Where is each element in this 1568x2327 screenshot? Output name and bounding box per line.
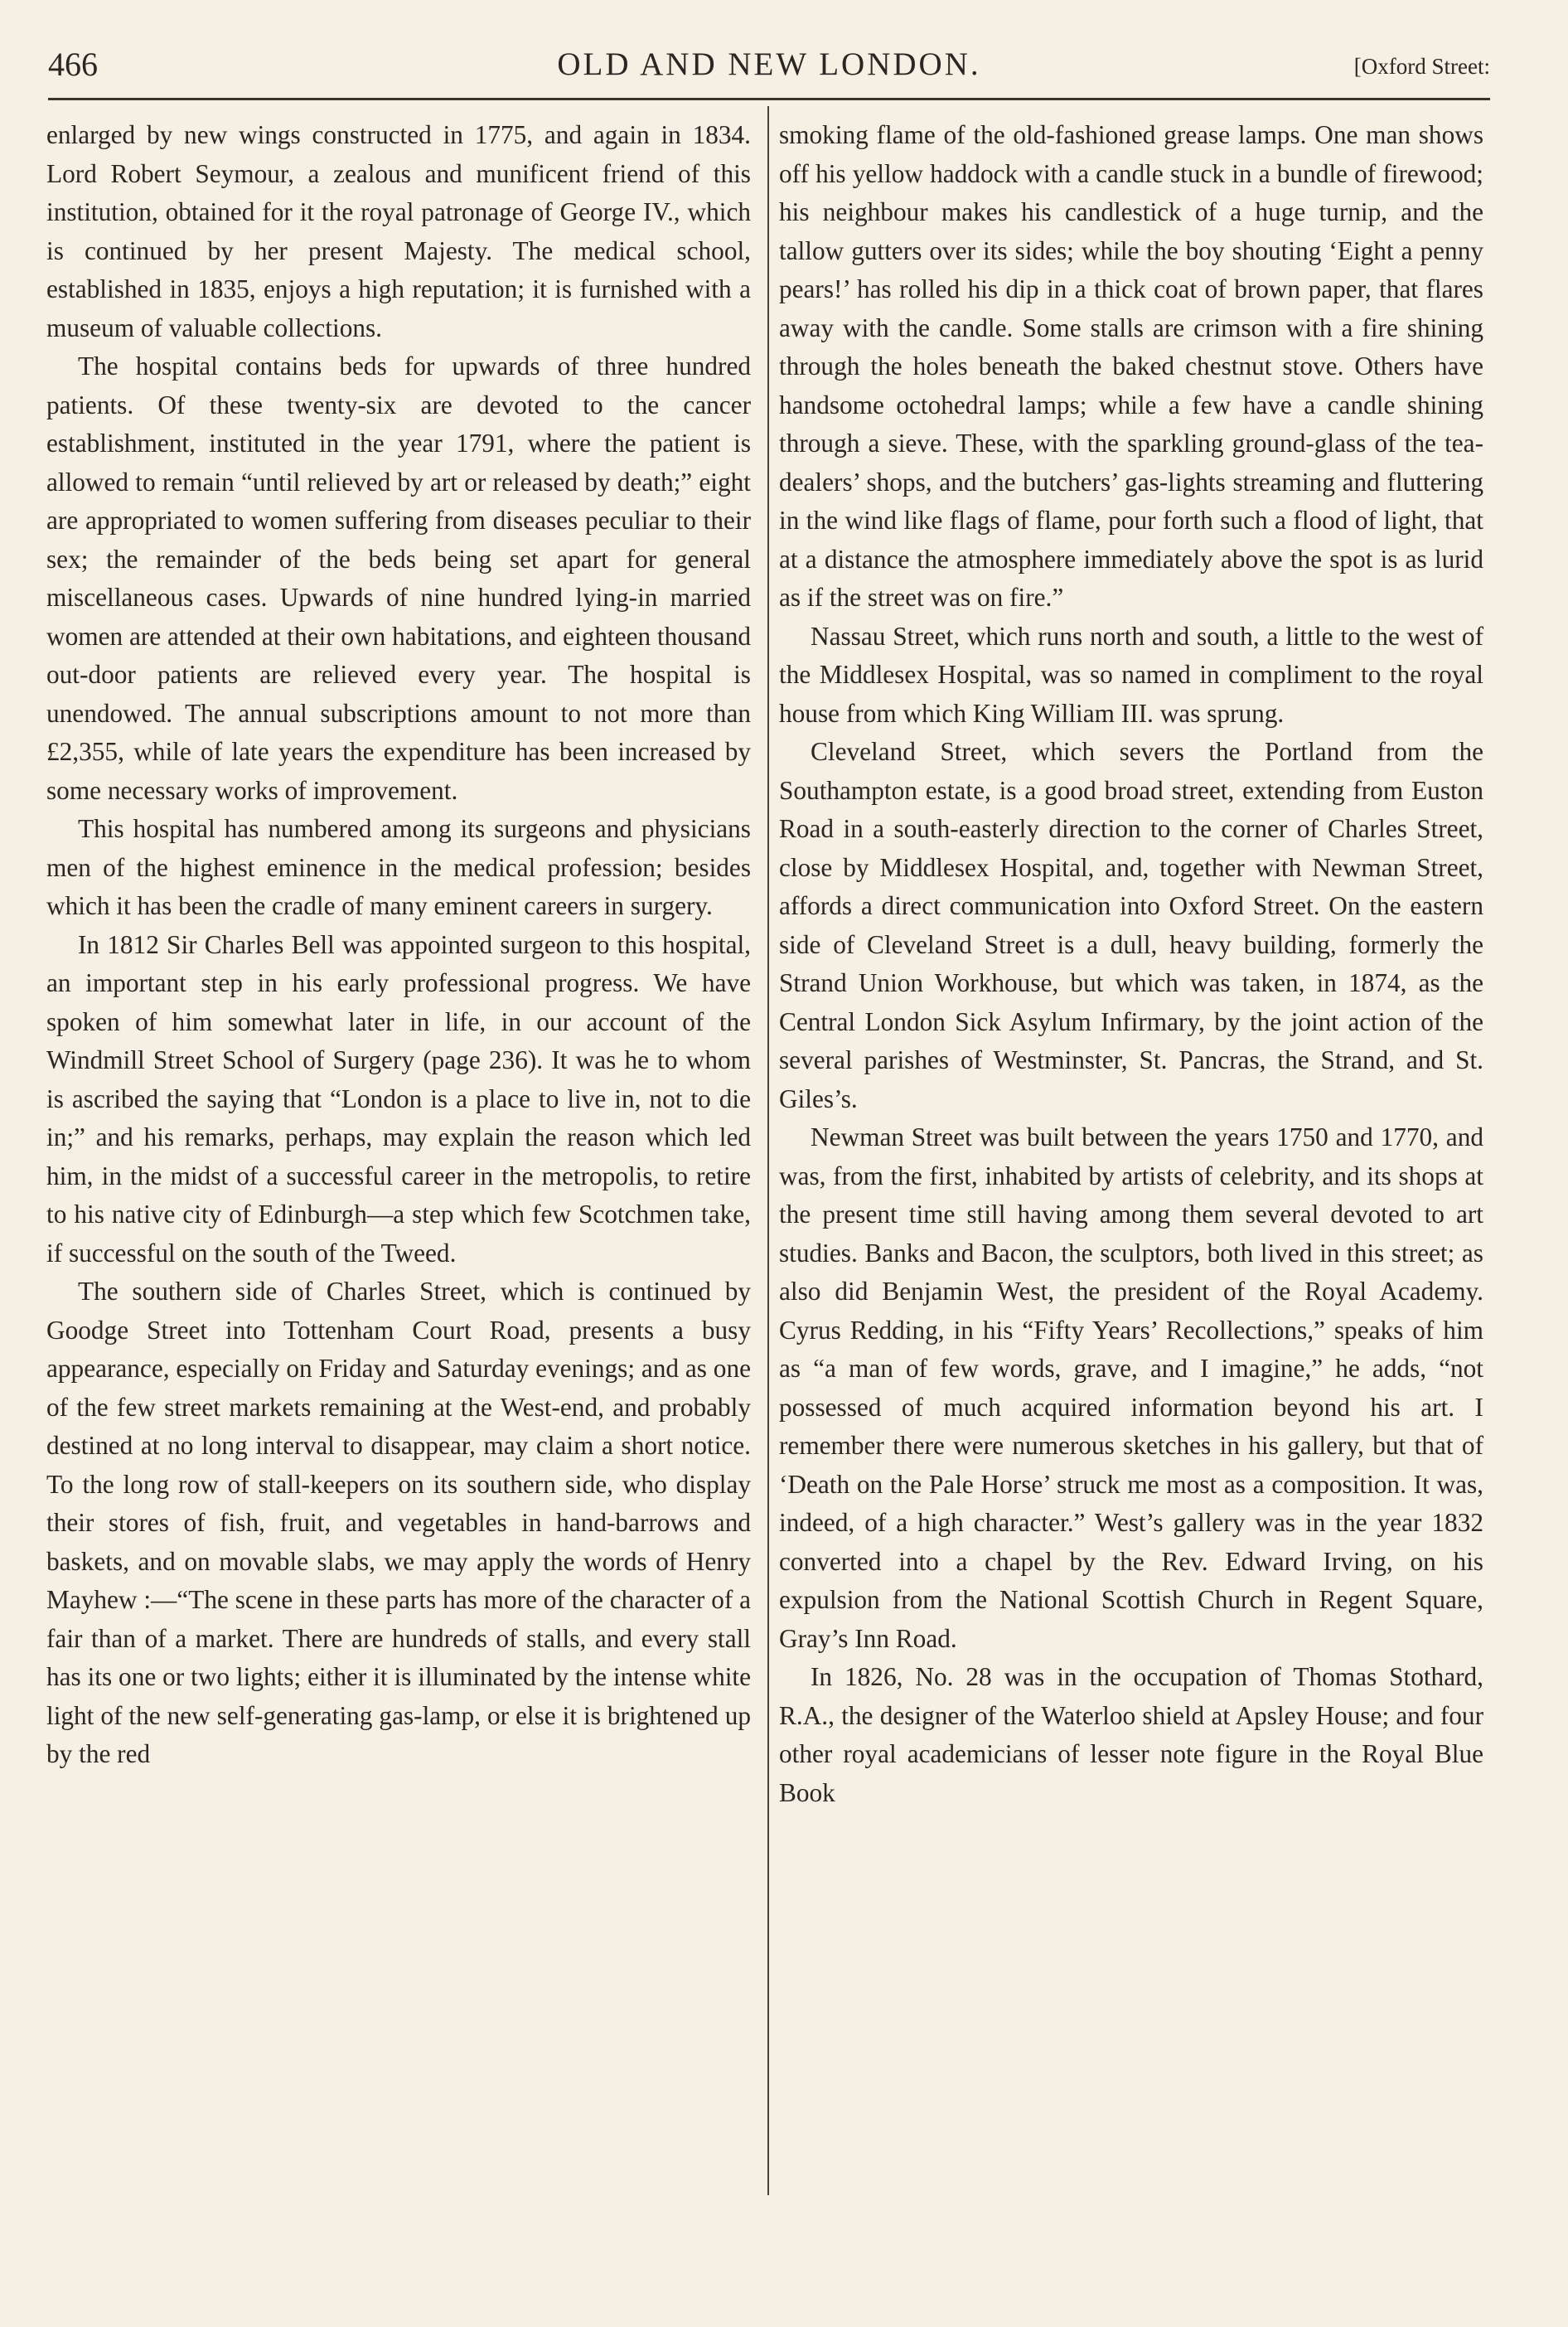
paragraph: The southern side of Charles Street, which is continued by Goodge Street into Tottenham Court Road, presents a busy appearance, especially on Friday and Saturday evenings; and as one of the few street markets remaining at the West-end, and probably destined at no long interval to disappear, may claim a short notice. To the long row of stall-keepers on its southern side, who display their stores of fish, fruit, and vegetables in hand-barrows and baskets, and on movable slabs, we may apply the words of Henry Mayhew :—“The scene in these parts has more of the character of a fair than of a market. There are hundreds of stalls, and every stall has its one or two lights; either it is illuminated by the intense white light of the new self-generating gas-lamp, or else it is brightened up by the red <box>46 1277 751 1768</box>
right-column <box>779 116 1483 1812</box>
paragraph: enlarged by new wings constructed in 1775, and again in 1834. Lord Robert Seymour, a zealous and munificent friend of this institution, obtained for it the royal patronage of George IV., which is continued by her present Majesty. The medical school, established in 1835, enjoys a high reputation; it is furnished with a museum of valuable collections. <box>46 120 751 342</box>
section-label: [Oxford Street: <box>1353 54 1490 79</box>
paragraph: Nassau Street, which runs north and south, a little to the west of the Middlesex Hospital, was so named in compliment to the royal house from which King William III. was sprung. <box>779 621 1483 728</box>
paragraph: smoking flame of the old-fashioned grease lamps. One man shows off his yellow haddock with a candle stuck in a bundle of firewood; his neighbour makes his candlestick of a huge turnip, and the tallow gutters over its sides; while the boy shouting ‘Eight a penny pears!’ has rolled his dip in a thick coat of brown paper, that flares away with the candle. Some stalls are crimson with a fire shining through the holes beneath the baked chestnut stove. Others have handsome octohedral lamps; while a few have a candle shining through a sieve. These, with the sparkling ground-glass of the tea-dealers’ shops, and the butchers’ gas-lights streaming and fluttering in the wind like flags of flame, pour forth such a flood of light, that at a distance the atmosphere immediately above the spot is as lurid as if the street was on fire.” <box>779 120 1483 612</box>
header-rule <box>48 98 1490 100</box>
page-header <box>48 43 1490 86</box>
paragraph: In 1826, No. 28 was in the occupation of Thomas Stothard, R.A., the designer of the Waterloo shield at Apsley House; and four other royal academicians of lesser note figure in the Royal Blue Book <box>779 1662 1483 1807</box>
left-column <box>46 116 751 1774</box>
running-title: OLD AND NEW LONDON. <box>557 46 981 82</box>
column-divider <box>767 106 769 2195</box>
paragraph: In 1812 Sir Charles Bell was appointed surgeon to this hospital, an important step in his early professional progress. We have spoken of him somewhat later in life, in our account of the Windmill Street School of Surgery (page 236). It was he to whom is ascribed the saying that “London is a place to live in, not to die in;” and his remarks, perhaps, may explain the reason which led him, in the midst of a successful career in the metropolis, to retire to his native city of Edinburgh—a step which few Scotchmen take, if successful on the south of the Tweed. <box>46 929 751 1268</box>
paragraph: This hospital has numbered among its surgeons and physicians men of the highest eminence in the medical profession; besides which it has been the cradle of many eminent careers in surgery. <box>46 814 751 920</box>
paragraph: The hospital contains beds for upwards of three hundred patients. Of these twenty-six are devoted to the cancer establishment, instituted in the year 1791, where the patient is allowed to remain “until relieved by art or released by death;” eight are appropriated to women suffering from diseases peculiar to their sex; the remainder of the beds being set apart for general miscellaneous cases. Upwards of nine hundred lying-in married women are attended at their own habitations, and eighteen thousand out-door patients are relieved every year. The hospital is unendowed. The annual subscriptions amount to not more than £2,355, while of late years the expenditure has been increased by some necessary works of improvement. <box>46 351 751 805</box>
paragraph: Newman Street was built between the years 1750 and 1770, and was, from the first, inhabited by artists of celebrity, and its shops at the present time still having among them several devoted to art studies. Banks and Bacon, the sculptors, both lived in this street; as also did Benjamin West, the president of the Royal Academy. Cyrus Redding, in his “Fifty Years’ Recollections,” speaks of him as “a man of few words, grave, and I imagine,” he adds, “not possessed of much acquired information beyond his art. I remember there were numerous sketches in his gallery, but that of ‘Death on the Pale Horse’ struck me most as a composition. It was, indeed, of a high character.” West’s gallery was in the year 1832 converted into a chapel by the Rev. Edward Irving, on his expulsion from the National Scottish Church in Regent Square, Gray’s Inn Road. <box>779 1122 1483 1653</box>
page-number: 466 <box>48 46 98 83</box>
paragraph: Cleveland Street, which severs the Portland from the Southampton estate, is a good broad street, extending from Euston Road in a south-easterly direction to the corner of Charles Street, close by Middlesex Hospital, and, together with Newman Street, affords a direct communication into Oxford Street. On the eastern side of Cleveland Street is a dull, heavy building, formerly the Strand Union Workhouse, but which was taken, in 1874, as the Central London Sick Asylum Infirmary, by the joint action of the several parishes of Westminster, St. Pancras, the Strand, and St. Giles’s. <box>779 737 1483 1113</box>
